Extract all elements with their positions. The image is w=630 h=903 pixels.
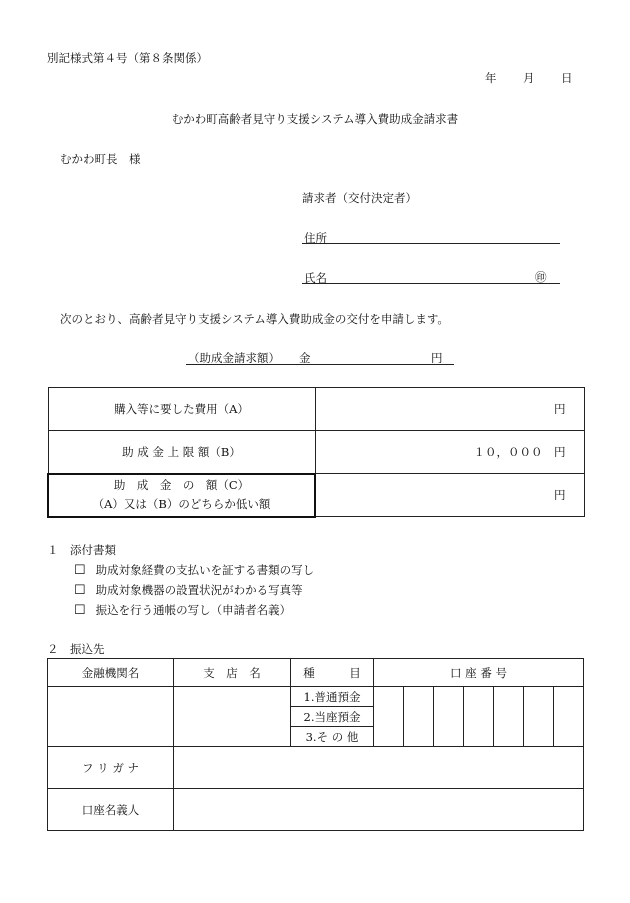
date-month: 月 xyxy=(523,71,535,85)
cost-c-label-line1: 助 成 金 の 額（C） xyxy=(113,478,250,492)
checkbox-icon[interactable]: ☐ xyxy=(74,563,86,578)
cost-row-b xyxy=(48,431,584,474)
cost-a-value[interactable]: 円 xyxy=(315,388,584,431)
attachment-item[interactable] xyxy=(74,562,314,578)
furigana-field[interactable] xyxy=(174,747,584,789)
holder-label: 口座名義人 xyxy=(48,789,174,831)
cost-row-c xyxy=(48,474,584,517)
account-digit-cell[interactable] xyxy=(374,687,404,747)
attachments-heading: １ 添付書類 xyxy=(47,543,116,557)
form-number: 別記様式第４号（第８条関係） xyxy=(47,51,208,65)
claim-amount-kin: 金 xyxy=(299,351,311,365)
bank-header-row xyxy=(48,659,584,687)
account-digit-cell[interactable] xyxy=(524,687,554,747)
account-digit-cell[interactable] xyxy=(464,687,494,747)
attachment-item[interactable] xyxy=(74,602,291,618)
address-field[interactable] xyxy=(302,229,560,244)
cost-b-value: １０，０００ 円 xyxy=(315,431,584,474)
cost-c-value[interactable]: 円 xyxy=(315,474,584,517)
holder-row xyxy=(48,789,584,831)
date-day: 日 xyxy=(561,71,573,85)
bank-name-cell[interactable] xyxy=(48,687,174,747)
account-type-option[interactable]: 3.そ の 他 xyxy=(291,727,374,747)
address-label: 住所 xyxy=(304,231,327,245)
checkbox-icon[interactable]: ☐ xyxy=(74,603,86,618)
branch-cell[interactable] xyxy=(174,687,291,747)
attachment-label: 助成対象機器の設置状況がわかる写真等 xyxy=(95,583,303,597)
addressee: むかわ町長 様 xyxy=(60,152,141,166)
claim-amount-label: （助成金請求額） xyxy=(188,351,280,365)
attachment-label: 助成対象経費の支払いを証する書類の写し xyxy=(95,563,315,577)
cost-b-label: 助 成 金 上 限 額（B） xyxy=(48,431,315,474)
attachment-label: 振込を行う通帳の写し（申請者名義） xyxy=(95,603,292,617)
branch-header: 支 店 名 xyxy=(174,659,291,687)
cost-row-a xyxy=(48,388,584,431)
furigana-row xyxy=(48,747,584,789)
account-digit-cell[interactable] xyxy=(404,687,434,747)
cost-c-label-line2: （A）又は（B）のどちらか低い額 xyxy=(92,497,271,511)
bank-data-row xyxy=(48,687,584,707)
checkbox-icon[interactable]: ☐ xyxy=(74,583,86,598)
cost-a-label: 購入等に要した費用（A） xyxy=(48,388,315,431)
name-label: 氏名 xyxy=(304,271,327,285)
furigana-label: フ リ ガ ナ xyxy=(48,747,174,789)
account-number-header: 口 座 番 号 xyxy=(374,659,584,687)
bank-table xyxy=(47,658,584,831)
date-year: 年 xyxy=(485,71,497,85)
account-type-header: 種 目 xyxy=(291,659,374,687)
claimant-heading: 請求者（交付決定者） xyxy=(302,191,417,205)
attachment-item[interactable] xyxy=(74,582,303,598)
account-digit-cell[interactable] xyxy=(434,687,464,747)
document-title: むかわ町高齢者見守り支援システム導入費助成金請求書 xyxy=(171,112,459,126)
name-field[interactable] xyxy=(302,269,560,284)
cost-table xyxy=(47,387,585,518)
claim-amount-field[interactable] xyxy=(186,350,454,365)
holder-field[interactable] xyxy=(174,789,584,831)
bank-name-header: 金融機関名 xyxy=(48,659,174,687)
bank-heading: ２ 振込先 xyxy=(47,642,105,656)
account-digit-cell[interactable] xyxy=(554,687,584,747)
account-digit-cell[interactable] xyxy=(494,687,524,747)
claim-amount-yen: 円 xyxy=(431,351,443,365)
seal-mark: ㊞ xyxy=(535,270,547,284)
account-type-option[interactable]: 1.普通預金 xyxy=(291,687,374,707)
cost-c-label xyxy=(48,474,315,517)
intro-text: 次のとおり、高齢者見守り支援システム導入費助成金の交付を申請します。 xyxy=(60,312,449,326)
account-type-option[interactable]: 2.当座預金 xyxy=(291,707,374,727)
